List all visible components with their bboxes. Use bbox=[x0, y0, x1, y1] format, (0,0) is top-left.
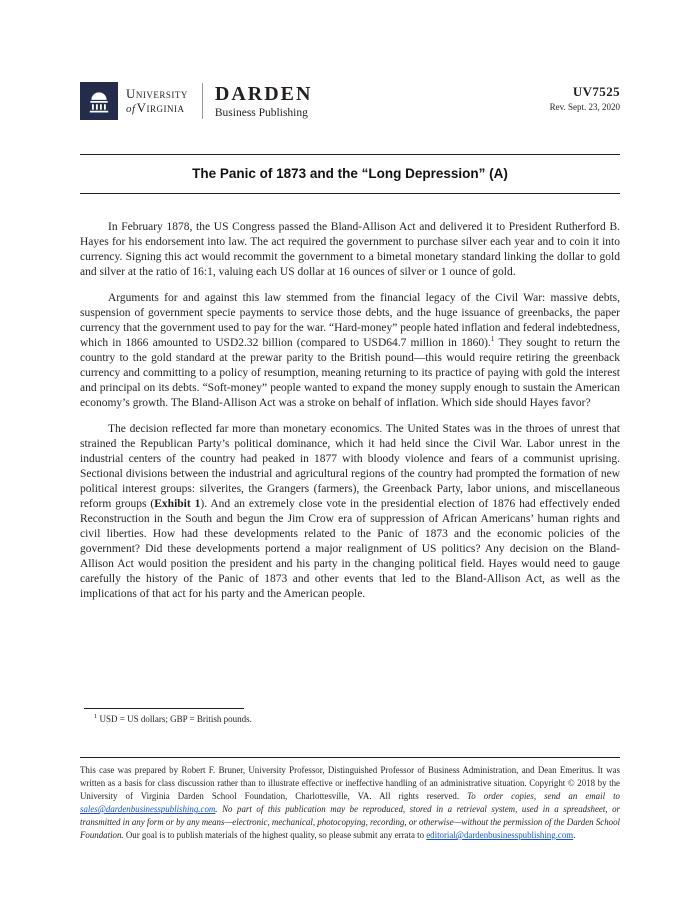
paragraph-3 bbox=[80, 422, 620, 602]
logo-divider bbox=[202, 83, 203, 119]
footnote-1-text: USD = US dollars; GBP = British pounds. bbox=[97, 714, 252, 724]
darden-logo bbox=[80, 82, 312, 120]
university-wordmark bbox=[126, 87, 188, 115]
footnote-1 bbox=[80, 714, 620, 724]
colophon-section bbox=[80, 757, 620, 842]
paragraph-1 bbox=[80, 220, 620, 280]
case-body bbox=[80, 220, 620, 602]
virginia-word: Virginia bbox=[136, 99, 185, 115]
paragraph-3-text-continued: ). And an extremely close vote in the presidential election of 1876 had effectively ended Reconstruction in the South and begun the Jim Crow era of suppression of African Americans’ human rights and civil liberties. How had these developments related to the Panic of 1873 and the economic policies of the government? Did these developments portend a major realignment of US politics? Any decision on the Bland-Allison Act would position the president and his party in the changing political field. Hayes would need to gauge carefully the history of the Panic of 1873 and other events that led to the Bland-Allison Act, as well as the implications of that act for his party and the American people. bbox=[80, 498, 620, 600]
footnote-reference: 1 bbox=[490, 334, 495, 344]
paragraph-3-text: The decision reflected far more than monetary economics. The United States was in the throes of unrest that strained the Republican Party’s political dominance, which it had held since the Civil War. Labor unrest in the industrial centers of the country had peaked in 1877 with bloody violence and fears of a communist uprising. Sectional divisions between the industrial and agricultural regions of the country had prompted the formation of new political interest groups: silverites, the Grangers (farmers), the Greenback Party, labor unions, and miscellaneous reform groups ( bbox=[80, 423, 620, 510]
document-number: UV7525 bbox=[572, 84, 620, 99]
paragraph-2-text: Arguments for and against this law stemmed from the financial legacy of the Civil War: massive debts, suspension of government specie payments to service those debts, and the huge issuance of greenbacks, the paper currency that the government used to pay for the war. “Hard-money” people hated inflation and federal indebtedness, which in 1866 amounted to USD2.32 billion (compared to USD64.7 million in 1860). bbox=[80, 292, 620, 349]
colophon-text bbox=[80, 764, 620, 842]
paragraph-1-text: In February 1878, the US Congress passed the Bland-Allison Act and delivered it to President Rutherford B. Hayes for his endorsement into law. The act required the government to purchase silver each year and to coin it into currency. Signing this act would recommit the government to a bimetal monetary standard linking the dollar to gold and silver at the ratio of 16:1, valuing each US dollar at 16 ounces of silver or 1 ounce of gold. bbox=[80, 221, 620, 278]
exhibit-reference: Exhibit 1 bbox=[154, 498, 201, 510]
paragraph-2 bbox=[80, 291, 620, 411]
darden-name: DARDEN bbox=[214, 82, 313, 105]
business-publishing-label: Business Publishing bbox=[214, 106, 308, 119]
editorial-email-link[interactable]: editorial@dardenbusinesspublishing.com bbox=[426, 830, 574, 840]
darden-wordmark bbox=[215, 84, 313, 119]
order-copies-note: To order copies, send an email to bbox=[467, 791, 620, 801]
paragraph-2-text-continued: They sought to return the country to the gold standard at the prewar parity to the British pound—this would require retiring the greenback currency and committing to a policy of resumption, meaning returning to its practice of paying with gold the interest and principal on its debts. “Soft-money” people wanted to expand the money supply enough to sustain the American economy’s growth. The Bland-Allison Act was a stroke on behalf of inflation. Which side should Hayes favor? bbox=[80, 337, 620, 409]
colophon-part-1: This case was prepared by Robert F. Bruner, University Professor, Distinguished Professor of Business Administration, and Dean Emeritus. It was written as a basis for class discussion rather than to illustrate effective or ineffective handling of an administrative situation. Copyright © 2018 by the University of Virginia Darden School Foundation, Charlottesville, VA. All rights reserved. bbox=[80, 765, 620, 801]
university-line: University bbox=[126, 85, 188, 101]
colophon-part-3: . bbox=[573, 830, 576, 840]
footnote-section bbox=[80, 708, 620, 724]
document-info bbox=[550, 82, 620, 112]
footnote-separator bbox=[84, 708, 244, 709]
page-title: The Panic of 1873 and the “Long Depression” (A) bbox=[192, 166, 508, 181]
rotunda-icon bbox=[80, 82, 118, 120]
virginia-line bbox=[126, 101, 188, 116]
page-header bbox=[80, 82, 620, 120]
footer-separator bbox=[80, 757, 620, 758]
revision-date: Rev. Sept. 23, 2020 bbox=[549, 102, 620, 112]
of-word: of bbox=[126, 102, 136, 115]
no-reproduction-note: . No part of this publication may be reproduced, stored in a retrieval system, used in a spreadsheet, or transmitted in any form or by any means—electronic, mechanical, photocopying, recording, or otherwise—without the permission of the Darden School Foundation. bbox=[80, 804, 620, 840]
sales-email-link[interactable]: sales@dardenbusinesspublishing.com bbox=[80, 804, 216, 814]
footnote-1-marker: 1 bbox=[94, 713, 98, 720]
title-block bbox=[80, 154, 620, 194]
colophon-part-2: Our goal is to publish materials of the highest quality, so please submit any errata to bbox=[123, 830, 427, 840]
